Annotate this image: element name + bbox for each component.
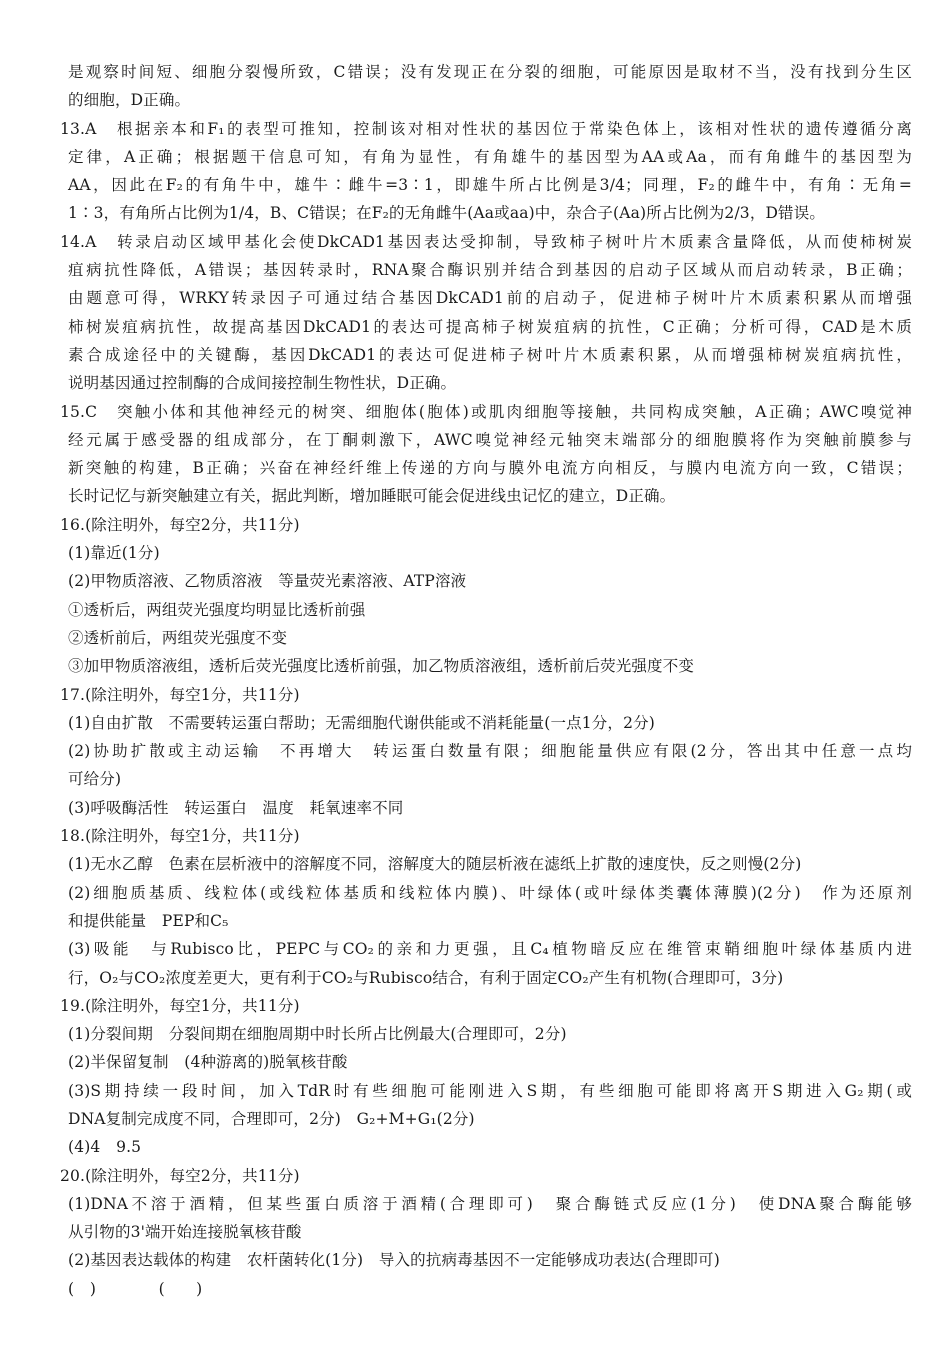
text-line: (2)细胞质基质、线粒体(或线粒体基质和线粒体内膜)、叶绿体(或叶绿体类囊体薄膜)(2分) 作为还原剂 — [68, 883, 912, 902]
text-line: 新突触的构建，B正确；兴奋在神经纤维上传递的方向与膜外电流方向相反，与膜内电流方向一致，C错误； — [68, 459, 912, 478]
answer-20-heading: 20.(除注明外，每空2分，共11分) — [60, 1166, 300, 1185]
text-line: 由题意可得，WRKY转录因子可通过结合基因DkCAD1前的启动子，促进柿子树叶片木质素积累从而增强 — [68, 289, 912, 308]
text-line: ③加甲物质溶液组，透析后荧光强度比透析前强，加乙物质溶液组，透析前后荧光强度不变 — [68, 657, 695, 676]
answer-15-line: 15.C 突触小体和其他神经元的树突、细胞体(胞体)或肌肉细胞等接触，共同构成突触，A正确；AWC嗅觉神 — [60, 402, 912, 421]
text-line: AA，因此在F₂的有角牛中，雄牛∶雌牛=3∶1，即雄牛所占比例是3/4；同理，F₂的雌牛中，有角∶无角= — [68, 176, 912, 195]
text-line: 行，O₂与CO₂浓度差更大，更有利于CO₂与Rubisco结合，有利于固定CO₂产生有机物(合理即可，3分) — [68, 968, 784, 987]
text-line: 定律，A正确；根据题干信息可知，有角为显性，有角雄牛的基因型为AA或Aa，而有角雌牛的基因型为 — [68, 147, 912, 166]
answer-17-heading: 17.(除注明外，每空1分，共11分) — [60, 685, 300, 704]
text-line: 柿树炭疽病抗性，故提高基因DkCAD1的表达可提高柿子树炭疽病的抗性，C正确；分析可得，CAD是木质 — [68, 317, 912, 336]
text-line: (2)基因表达载体的构建 农杆菌转化(1分) 导入的抗病毒基因不一定能够成功表达(合理即可) — [68, 1251, 720, 1270]
text-line: (1)靠近(1分) — [68, 544, 160, 563]
text-line: (2)甲物质溶液、乙物质溶液 等量荧光素溶液、ATP溶液 — [68, 572, 467, 591]
text-line: (4)4 9.5 — [68, 1138, 142, 1157]
text-line: 和提供能量 PEP和C₅ — [68, 911, 229, 930]
text-line: (1)自由扩散 不需要转运蛋白帮助；无需细胞代谢供能或不消耗能量(一点1分，2分) — [68, 713, 655, 732]
text-line: ( ) ( ) — [68, 1279, 203, 1298]
answer-16-heading: 16.(除注明外，每空2分，共11分) — [60, 515, 300, 534]
text-line: 素合成途径中的关键酶，基因DkCAD1的表达可促进柿子树叶片木质素积累，从而增强柿树炭疽病抗性， — [68, 345, 912, 364]
text-line: (1)无水乙醇 色素在层析液中的溶解度不同，溶解度大的随层析液在滤纸上扩散的速度快，反之则慢(2分) — [68, 855, 802, 874]
text-line: 疽病抗性降低，A错误；基因转录时，RNA聚合酶识别并结合到基因的启动子区域从而启动转录，B正确； — [68, 261, 912, 280]
text-line: 长时记忆与新突触建立有关，据此判断，增加睡眠可能会促进线虫记忆的建立，D正确。 — [68, 487, 676, 506]
text-line: 从引物的3'端开始连接脱氧核苷酸 — [68, 1223, 302, 1242]
text-line: ②透析前后，两组荧光强度不变 — [68, 628, 288, 647]
text-line: 说明基因通过控制酶的合成间接控制生物性状，D正确。 — [68, 374, 457, 393]
text-line: 经元属于感受器的组成部分，在丁酮刺激下，AWC嗅觉神经元轴突末端部分的细胞膜将作为突触前膜参与 — [68, 430, 912, 449]
answer-13-line: 13.A 根据亲本和F₁的表型可推知，控制该对相对性状的基因位于常染色体上，该相对性状的遗传遵循分离 — [60, 119, 912, 138]
text-line: (2)协助扩散或主动运输 不再增大 转运蛋白数量有限；细胞能量供应有限(2分，答出其中任意一点均 — [68, 742, 912, 761]
text-line: (1)DNA不溶于酒精，但某些蛋白质溶于酒精(合理即可) 聚合酶链式反应(1分) 使DNA聚合酶能够 — [68, 1194, 912, 1213]
text-line: (2)半保留复制 (4种游离的)脱氧核苷酸 — [68, 1053, 348, 1072]
answer-18-heading: 18.(除注明外，每空1分，共11分) — [60, 827, 300, 846]
text-line: (3)吸能 与Rubisco比，PEPC与CO₂的亲和力更强，且C₄植物暗反应在维管束鞘细胞叶绿体基质内进 — [68, 940, 912, 959]
text-line: (3)S期持续一段时间，加入TdR时有些细胞可能刚进入S期，有些细胞可能即将离开S期进入G₂期(或 — [68, 1081, 912, 1100]
answer-19-heading: 19.(除注明外，每空1分，共11分) — [60, 996, 300, 1015]
answer-14-line: 14.A 转录启动区域甲基化会使DkCAD1基因表达受抑制，导致柿子树叶片木质素含量降低，从而使柿树炭 — [60, 232, 912, 251]
text-line: 1∶3，有角所占比例为1/4，B、C错误；在F₂的无角雌牛(Aa或aa)中，杂合子(Aa)所占比例为2/3，D错误。 — [68, 204, 826, 223]
text-line: (3)呼吸酶活性 转运蛋白 温度 耗氧速率不同 — [68, 798, 404, 817]
answer-page — [60, 58, 912, 1303]
text-line: DNA复制完成度不同，合理即可，2分) G₂+M+G₁(2分) — [68, 1109, 475, 1128]
text-line: 是观察时间短、细胞分裂慢所致，C错误；没有发现正在分裂的细胞，可能原因是取材不当，没有找到分生区 — [68, 63, 912, 81]
text-line: 的细胞，D正确。 — [68, 91, 191, 110]
text-line: 可给分) — [68, 770, 122, 789]
text-line: (1)分裂间期 分裂间期在细胞周期中时长所占比例最大(合理即可，2分) — [68, 1025, 567, 1044]
text-line: ①透析后，两组荧光强度均明显比透析前强 — [68, 600, 366, 619]
